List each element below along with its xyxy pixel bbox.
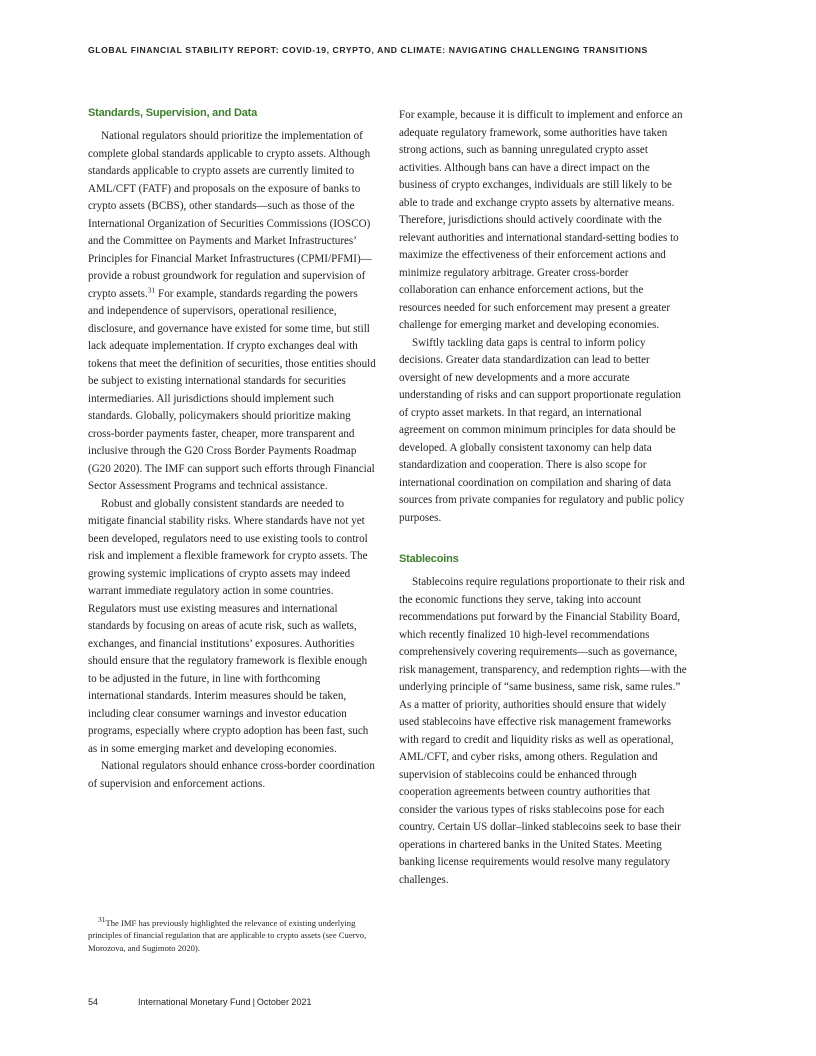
paragraph: Robust and globally consistent standards are needed to mitigate financial stability risks. Where standards have not yet been developed, regulators need to use existing tools to control risk and implement a flexible framework for crypto assets. The growing systemic implications of crypto assets may indeed warrant immediate regulatory action in some countries. Regulators must use existing measures and international standards by focusing on areas of acute risk, such as wallets, exchanges, and financial institutions’ exposures. Authorities should ensure that the regulatory framework is flexible enough to be adjusted in the future, in line with forthcoming international standards. Interim measures should be taken, including clear consumer warnings and investor education programs, especially where crypto adoption has been fast, such as in some emerging market and developing economies.: [88, 497, 369, 755]
paragraph: For example, because it is difficult to implement and enforce an adequate regulatory framework, some authorities have taken strong actions, such as banning unregulated crypto asset activities. Although bans can have a direct impact on the business of crypto exchanges, individuals are still likely to be able to trade and exchange crypto assets by alternative means. Therefore, jurisdictions should actively coordinate with the relevant authorities and international standard-setting bodies to maximize the effectiveness of their enforcement actions and minimize regulatory arbitrage. Greater cross-border collaboration can enhance enforcement actions, but the resources needed for such enforcement may present a greater challenge for emerging market and developing economies.: [399, 109, 683, 331]
footnote-text: The IMF has previously highlighted the relevance of existing underlying principles of financial regulation that are applicable to crypto assets (see Cuervo, Morozova, and Sugimoto 2020).: [88, 918, 367, 953]
page-number: 54: [88, 997, 99, 1007]
right-column: [399, 107, 687, 889]
paragraph: Swiftly tackling data gaps is central to inform policy decisions. Greater data standardization can lead to better oversight of new developments and a more accurate understanding of risks and can support proportionate regulation of crypto asset markets. In that regard, an international agreement on common minimum principles for data should be developed. A globally consistent taxonomy can help data standardization and cooperation. There is also scope for international coordination on compilation and sharing of data sources from private companies for regulatory and public policy purposes.: [399, 336, 685, 524]
paragraph: [88, 128, 376, 496]
paragraph-text: National regulators should prioritize the implementation of complete global standards applicable to crypto assets. Although standards applicable to crypto assets are currently limited to AML/CFT (FATF) and proposals on the exposure of banks to crypto assets (BCBS), other standards—such as those of the International Organization of Securities Commissions (IOSCO) and the Committee on Payments and Market Infrastructures’ Principles for Financial Market Infrastructures (CPMI/PFMI)—provide a robust groundwork for regulation and supervision of crypto assets.: [88, 130, 372, 300]
running-head: GLOBAL FINANCIAL STABILITY REPORT: COVID-19, CRYPTO, AND CLIMATE: NAVIGATING CHALLENGING TRANSITIONS: [88, 45, 648, 55]
paragraph-text: For example, standards regarding the powers and independence of supervisors, operational resilience, disclosure, and governance have existed for some time, but still lack adequate implementation. If crypto exchanges deal with tokens that meet the definition of securities, those entities should be subject to existing international standards for securities intermediaries. All jurisdictions should implement such standards. Globally, policymakers should prioritize making cross-border payments faster, cheaper, more transparent and inclusive through the G20 Cross Border Payments Roadmap (G20 2020). The IMF can support such efforts through Financial Sector Assessment Programs and technical assistance.: [88, 287, 376, 492]
footnote-number: 31: [98, 915, 106, 925]
page-footer: [88, 997, 311, 1007]
paragraph: National regulators should enhance cross-border coordination of supervision and enforcement actions.: [88, 760, 375, 790]
paragraph: Stablecoins require regulations proportionate to their risk and the economic functions they serve, taking into account recommendations put forward by the Financial Stability Board, which recently finalized 10 high-level recommendations comprehensively covering requirements—such as governance, risk management, transparency, and redemption rights—with the underlying principle of “same business, same risk, same rules.” As a matter of priority, authorities should ensure that widely used stablecoins have effective risk management frameworks with regard to credit and liquidity risks as well as operational, AML/CFT, and cyber risks, among others. Regulation and supervision of stablecoins could be enhanced through cooperation agreements between country authorities that consider the various types of risks stablecoins pose for each country. Certain US dollar–linked stablecoins seek to base their operations in chartered banks in the United States. Meeting banking license requirements would resolve many regulatory challenges.: [399, 576, 687, 886]
footer-separator: |: [252, 997, 255, 1007]
footer-publisher: International Monetary Fund: [138, 997, 251, 1007]
left-column: [88, 107, 376, 793]
footnote: [88, 917, 376, 954]
section-heading-standards: Standards, Supervision, and Data: [88, 107, 258, 119]
footer-date: October 2021: [256, 997, 312, 1007]
footnote-reference[interactable]: 31: [147, 284, 156, 294]
section-heading-stablecoins: Stablecoins: [399, 553, 459, 565]
